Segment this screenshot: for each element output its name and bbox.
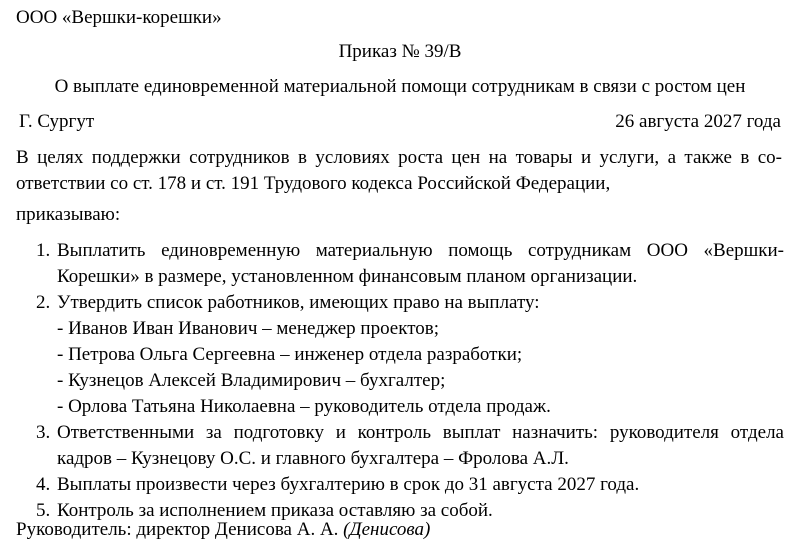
employee-entry: - Петрова Ольга Сергеевна – инженер отдела разработки; (57, 344, 523, 365)
signature-line (16, 518, 430, 542)
item-number: 3. (36, 422, 51, 443)
employee-entry: - Орлова Татьяна Николаевна – руководитель отдела продаж. (57, 396, 551, 417)
list-item (36, 420, 784, 472)
order-subject: О выплате единовременной материальной помощи сотрудникам в связи с ростом цен (54, 76, 746, 97)
item-text: Утвердить список работников, имеющих право на выплату: (57, 292, 540, 313)
order-preamble: В целях поддержки сотрудников в условиях роста цен на товары и услуги, а также в со-ответствии со ст. 178 и ст. 191 Трудового кодекса Российской Федерации, (16, 147, 782, 194)
item-number: 1. (36, 240, 51, 261)
employee-entry: - Иванов Иван Иванович – менеджер проектов; (57, 318, 440, 339)
item-text: Ответственными за подготовку и контроль выплат назначить: руководителя отдела кадров – Кузнецову О.С. и главного бухгалтера – Фролова А.Л. (57, 422, 784, 469)
list-item (36, 238, 784, 290)
order-word: приказываю: (16, 204, 121, 225)
list-item (36, 472, 784, 498)
item-text: Контроль за исполнением приказа оставляю за собой. (57, 500, 493, 521)
order-title: Приказ № 39/В (338, 41, 462, 62)
signatory-label: Руководитель: директор Денисова А. А. (16, 519, 339, 540)
signature: (Денисова) (343, 519, 431, 540)
item-number: 4. (36, 474, 51, 495)
order-date: 26 августа 2027 года (615, 111, 781, 132)
order-city: Г. Сургут (19, 111, 95, 132)
item-number: 5. (36, 500, 51, 521)
item-number: 2. (36, 292, 51, 313)
item-text: Выплатить единовременную материальную помощь сотрудникам ООО «Вершки-Корешки» в размере, установленном финансовым планом организации. (57, 240, 784, 287)
organization-name: ООО «Вершки-корешки» (16, 7, 222, 28)
employee-entry: - Кузнецов Алексей Владимирович – бухгалтер; (57, 370, 446, 391)
order-items-list (36, 238, 784, 524)
list-item (36, 290, 784, 316)
item-text: Выплаты произвести через бухгалтерию в срок до 31 августа 2027 года. (57, 474, 640, 495)
